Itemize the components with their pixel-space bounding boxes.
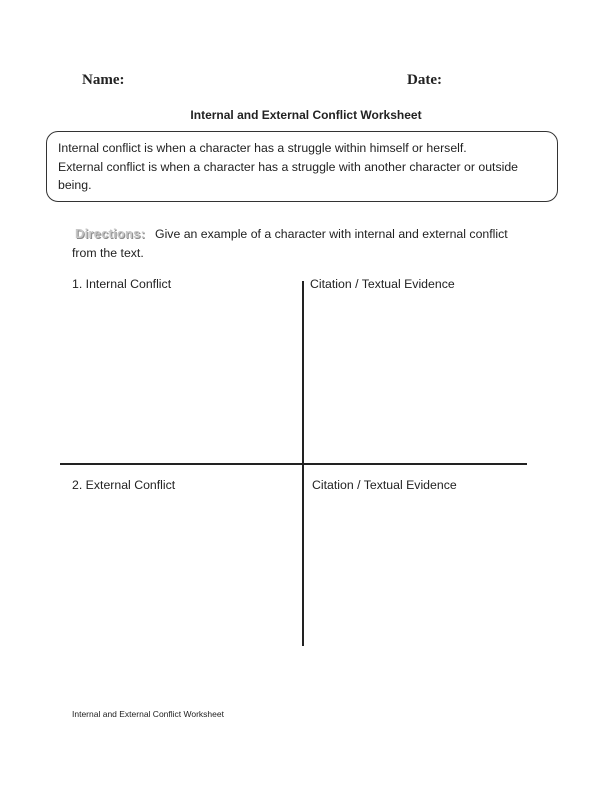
grid-vertical-divider-top [302, 281, 304, 464]
internal-conflict-label: 1. Internal Conflict [72, 277, 172, 291]
citation-label-external: Citation / Textual Evidence [312, 478, 457, 492]
directions-text: Give an example of a character with internal and external conflict [155, 227, 508, 241]
directions-text-continued: from the text. [72, 246, 144, 260]
worksheet-title: Internal and External Conflict Worksheet [190, 108, 422, 122]
grid-vertical-divider-bottom [302, 464, 304, 646]
external-conflict-label: 2. External Conflict [72, 478, 176, 492]
definition-text [58, 139, 553, 195]
date-label: Date: [407, 72, 442, 88]
external-definition: External conflict is when a character has a struggle with another character or outside [58, 159, 519, 174]
external-definition-continued: being. [58, 178, 92, 192]
directions-label: Directions: [75, 226, 146, 241]
name-label: Name: [82, 72, 125, 88]
internal-definition: Internal conflict is when a character has a struggle within himself or herself. [58, 141, 467, 155]
citation-label-internal: Citation / Textual Evidence [310, 277, 455, 291]
footer-text: Internal and External Conflict Worksheet [72, 709, 224, 719]
grid-horizontal-divider [60, 463, 527, 465]
